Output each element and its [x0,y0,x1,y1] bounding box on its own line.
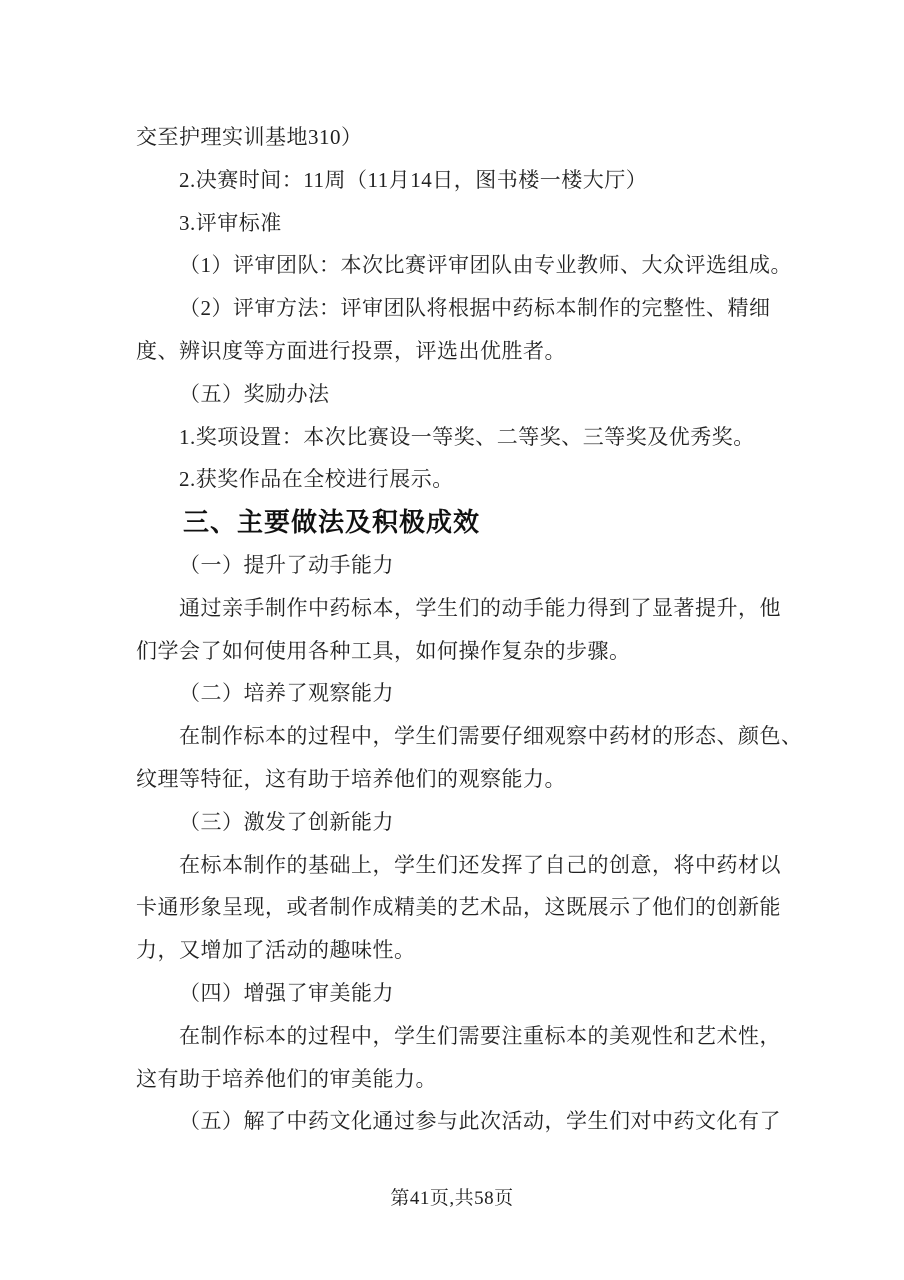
text-line: 在标本制作的基础上，学生们还发挥了自己的创意，将中药材以 [179,852,781,877]
text-line: 2.决赛时间：11周（11月14日，图书楼一楼大厅） [179,167,648,192]
text-line: 卡通形象呈现，或者制作成精美的艺术品，这既展示了他们的创新能 [136,895,781,920]
text-line: 1.奖项设置：本次比赛设一等奖、二等奖、三等奖及优秀奖。 [179,424,755,449]
document-body [136,116,803,1143]
text-line: （五）解了中药文化通过参与此次活动，学生们对中药文化有了 [179,1109,781,1134]
text-line: （四）增强了审美能力 [179,980,394,1005]
page-number-footer: 第41页,共58页 [390,1188,514,1209]
section-heading-3: 三、主要做法及积极成效 [183,507,481,538]
text-line: 通过亲手制作中药标本，学生们的动手能力得到了显著提升，他 [179,595,781,620]
text-line: 们学会了如何使用各种工具，如何操作复杂的步骤。 [136,638,631,663]
text-line: 度、辨识度等方面进行投票，评选出优胜者。 [136,338,566,363]
text-line: （一）提升了动手能力 [179,552,394,577]
text-line: 纹理等特征，这有助于培养他们的观察能力。 [136,766,566,791]
text-line: 3.评审标准 [179,210,282,235]
text-line: 交至护理实训基地310） [136,125,363,149]
text-line: （五）奖励办法 [179,381,330,406]
text-line: 力，又增加了活动的趣味性。 [136,938,416,963]
text-line: 这有助于培养他们的审美能力。 [136,1066,437,1091]
text-line: （三）激发了创新能力 [179,809,394,834]
text-line: 在制作标本的过程中，学生们需要注重标本的美观性和艺术性， [179,1023,781,1048]
text-line: 在制作标本的过程中，学生们需要仔细观察中药材的形态、颜色、 [179,724,803,749]
text-line: （1）评审团队：本次比赛评审团队由专业教师、大众评选组成。 [179,253,792,278]
text-line: 2.获奖作品在全校进行展示。 [179,467,454,492]
text-line: （2）评审方法：评审团队将根据中药标本制作的完整性、精细 [179,296,771,321]
text-line: （二）培养了观察能力 [179,681,394,706]
